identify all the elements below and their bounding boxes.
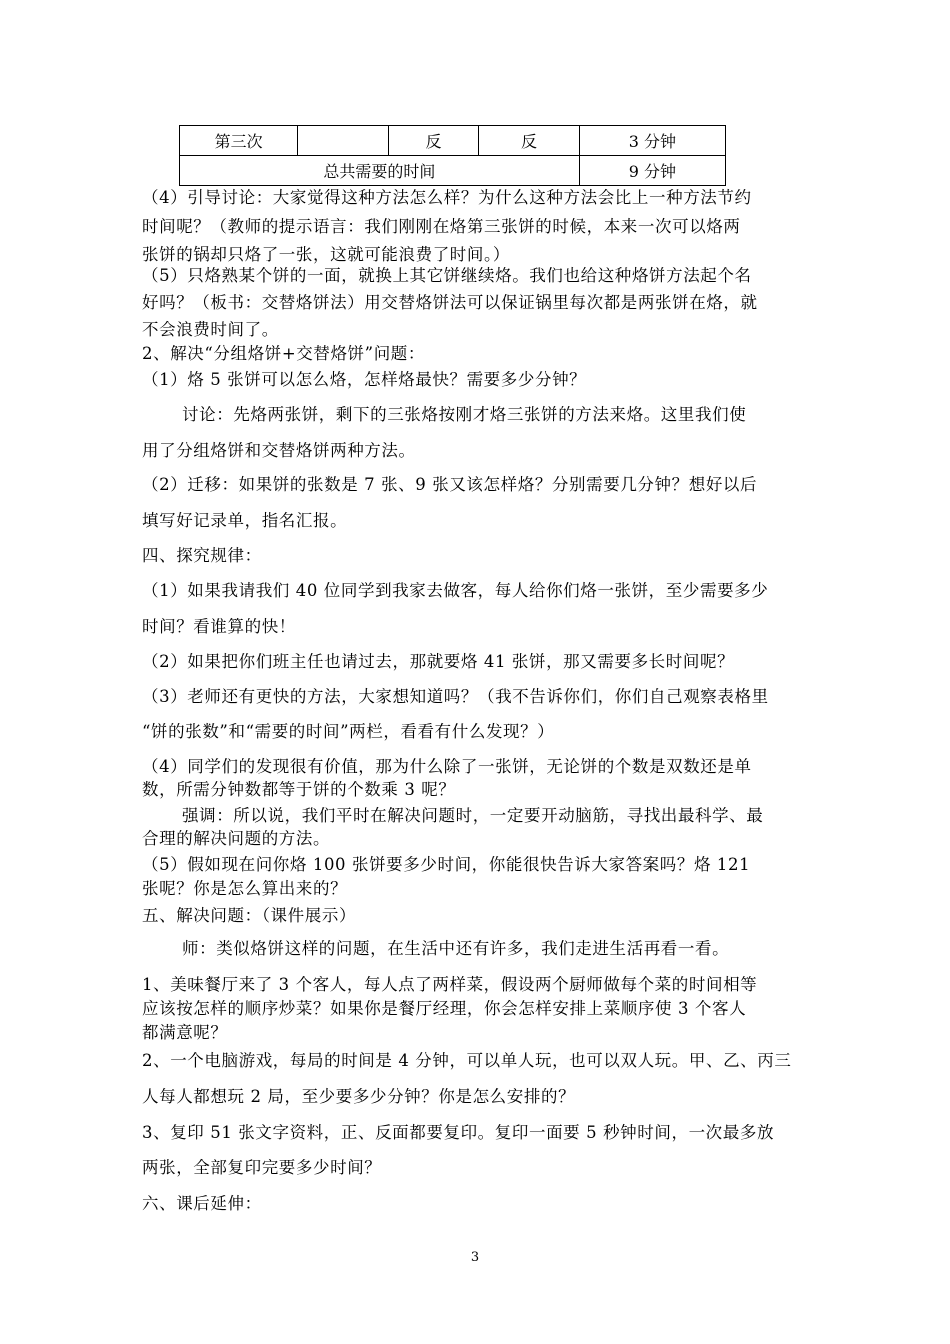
- text-line: 时间？看谁算的快！: [142, 617, 296, 636]
- text-line: （4）同学们的发现很有价值，那为什么除了一张饼，无论饼的个数是双数还是单: [142, 757, 752, 776]
- table-cell: 反: [479, 126, 579, 156]
- text-line: 张饼的锅却只烙了一张，这就可能浪费了时间。）: [142, 245, 510, 264]
- text-line: 好吗？（板书：交替烙饼法）用交替烙饼法可以保证锅里每次都是两张饼在烙，就: [142, 293, 758, 312]
- table-row: [180, 126, 726, 156]
- text-line: 合理的解决问题的方法。: [142, 829, 331, 848]
- text-line: （1）烙 5 张饼可以怎么烙，怎样烙最快？需要多少分钟？: [142, 370, 587, 389]
- text-line: （2）迁移：如果饼的张数是 7 张、9 张又该怎样烙？分别需要几分钟？想好以后: [142, 475, 758, 494]
- text-line: 都满意呢？: [142, 1023, 228, 1042]
- text-line: 讨论：先烙两张饼，剩下的三张烙按刚才烙三张饼的方法来烙。这里我们使: [182, 405, 747, 424]
- text-line: 不会浪费时间了。: [142, 320, 279, 339]
- text-line: （5）假如现在问你烙 100 张饼要多少时间，你能很快告诉大家答案吗？烙 121: [142, 855, 751, 874]
- table-cell: [298, 126, 388, 156]
- text-line: 时间呢？（教师的提示语言：我们刚刚在烙第三张饼的时候，本来一次可以烙两: [142, 217, 741, 236]
- text-line: 应该按怎样的顺序炒菜？如果你是餐厅经理，你会怎样安排上菜顺序使 3 个客人: [142, 999, 747, 1018]
- text-line: 1、美味餐厅来了 3 个客人，每人点了两样菜，假设两个厨师做每个菜的时间相等: [142, 975, 758, 994]
- text-line: “饼的张数”和“需要的时间”两栏，看看有什么发现？）: [142, 722, 555, 741]
- page-number: 3: [470, 1250, 480, 1265]
- text-line: （2）如果把你们班主任也请过去，那就要烙 41 张饼，那又需要多长时间呢？: [142, 652, 735, 671]
- text-line: 人每人都想玩 2 局，至少要多少分钟？你是怎么安排的？: [142, 1087, 576, 1106]
- table-cell: 9 分钟: [579, 156, 725, 186]
- text-line: （3）老师还有更快的方法，大家想知道吗？（我不告诉你们，你们自己观察表格里: [142, 687, 769, 706]
- table-cell: 总共需要的时间: [180, 156, 580, 186]
- text-line: 张呢？你是怎么算出来的？: [142, 879, 348, 898]
- section-heading: 四、探究规律：: [142, 546, 262, 565]
- section-heading: 2、解决“分组烙饼+交替烙饼”问题：: [142, 344, 425, 363]
- text-line: （4）引导讨论：大家觉得这种方法怎么样？为什么这种方法会比上一种方法节约: [142, 188, 752, 207]
- table-row: [180, 156, 726, 186]
- section-heading: 五、解决问题：（课件展示）: [142, 906, 357, 925]
- text-line: （1）如果我请我们 40 位同学到我家去做客，每人给你们烙一张饼，至少需要多少: [142, 581, 769, 600]
- table-cell: 3 分钟: [579, 126, 725, 156]
- text-line: 数，所需分钟数都等于饼的个数乘 3 呢？: [142, 780, 456, 799]
- text-line: 师：类似烙饼这样的问题，在生活中还有许多，我们走进生活再看一看。: [182, 939, 730, 958]
- table-cell: 第三次: [180, 126, 298, 156]
- time-table: [179, 125, 726, 186]
- text-line: 2、一个电脑游戏，每局的时间是 4 分钟，可以单人玩，也可以双人玩。甲、乙、丙三: [142, 1051, 792, 1070]
- text-line: 填写好记录单，指名汇报。: [142, 511, 348, 530]
- text-line: （5）只烙熟某个饼的一面，就换上其它饼继续烙。我们也给这种烙饼方法起个名: [142, 266, 752, 285]
- text-line: 用了分组烙饼和交替烙饼两种方法。: [142, 441, 416, 460]
- table-cell: 反: [388, 126, 479, 156]
- text-line: 3、复印 51 张文字资料，正、反面都要复印。复印一面要 5 秒钟时间，一次最多放: [142, 1123, 775, 1142]
- section-heading: 六、课后延伸：: [142, 1194, 262, 1213]
- text-line: 强调：所以说，我们平时在解决问题时，一定要开动脑筋，寻找出最科学、最: [182, 806, 764, 825]
- text-line: 两张，全部复印完要多少时间？: [142, 1158, 382, 1177]
